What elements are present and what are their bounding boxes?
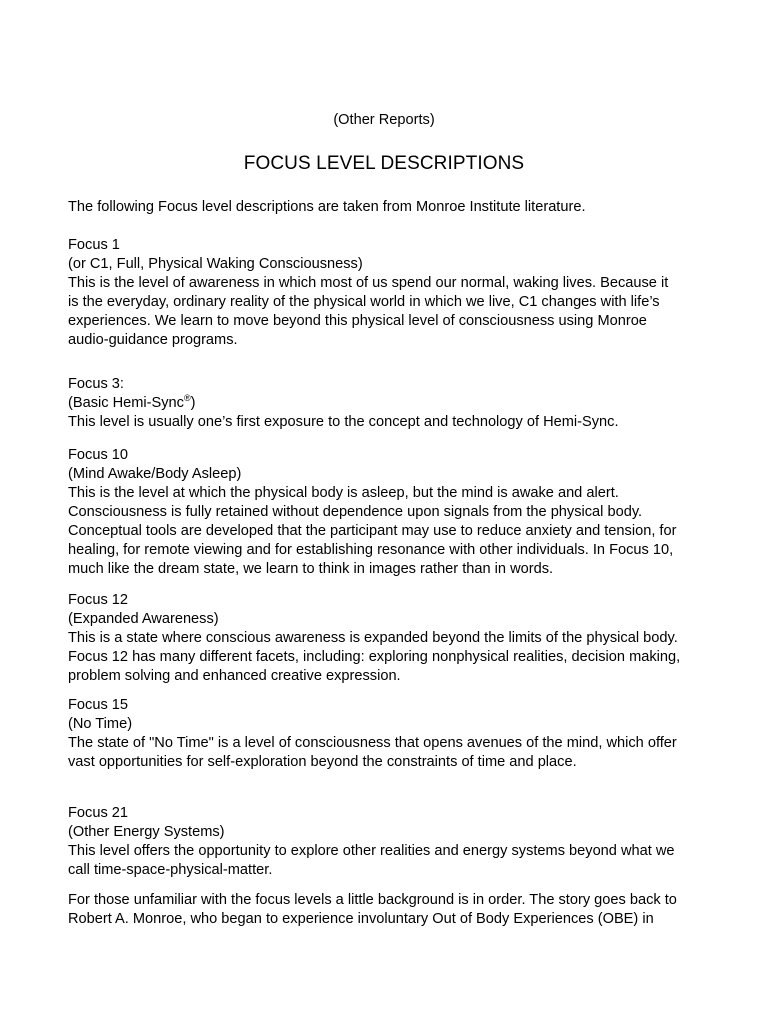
body-line: is the everyday, ordinary reality of the physical world in which we live, C1 changes with life’s: [68, 294, 660, 310]
body-line: much like the dream state, we learn to think in images rather than in words.: [68, 561, 554, 577]
body-line: Consciousness is fully retained without dependence upon signals from the physical body.: [68, 504, 643, 520]
section-subtitle: (Expanded Awareness): [68, 611, 219, 627]
section-focus-1: [68, 236, 708, 350]
section-focus-21: [68, 804, 708, 880]
body-line: For those unfamiliar with the focus levels a little background is in order. The story goes back to: [68, 892, 677, 908]
body-line: This is the level at which the physical body is asleep, but the mind is awake and alert.: [68, 485, 619, 501]
intro-paragraph: [68, 198, 708, 217]
body-line: problem solving and enhanced creative expression.: [68, 668, 401, 684]
section-subtitle: (or C1, Full, Physical Waking Consciousness): [68, 256, 363, 272]
body-line: This is the level of awareness in which most of us spend our normal, waking lives. Because it: [68, 275, 669, 291]
body-line: This is a state where conscious awareness is expanded beyond the limits of the physical body.: [68, 630, 678, 646]
section-subtitle: [68, 394, 708, 413]
body-line: Focus 12 has many different facets, including: exploring nonphysical realities, decision making,: [68, 649, 681, 665]
section-heading: Focus 1: [68, 237, 120, 253]
section-heading: Focus 15: [68, 697, 129, 713]
body-line: audio-guidance programs.: [68, 332, 238, 348]
body-line: healing, for remote viewing and for establishing resonance with other individuals. In Focus 10,: [68, 542, 674, 558]
section-focus-3: [68, 375, 708, 432]
body-line: experiences. We learn to move beyond this physical level of consciousness using Monroe: [68, 313, 647, 329]
page-title: FOCUS LEVEL DESCRIPTIONS: [243, 153, 525, 174]
section-subtitle: (No Time): [68, 716, 133, 732]
section-focus-12: [68, 591, 708, 686]
body-line: This level offers the opportunity to explore other realities and energy systems beyond what we: [68, 843, 675, 859]
body-line: Conceptual tools are developed that the participant may use to reduce anxiety and tension, for: [68, 523, 677, 539]
closing-paragraph: [68, 891, 708, 929]
section-heading: Focus 12: [68, 592, 129, 608]
section-focus-15: [68, 696, 708, 772]
intro-text: The following Focus level descriptions are taken from Monroe Institute literature.: [68, 199, 586, 215]
body-line: The state of "No Time" is a level of consciousness that opens avenues of the mind, which offer: [68, 735, 677, 751]
body-line: call time-space-physical-matter.: [68, 862, 273, 878]
section-heading: Focus 21: [68, 805, 129, 821]
section-subtitle: (Mind Awake/Body Asleep): [68, 466, 242, 482]
section-heading: Focus 10: [68, 447, 129, 463]
body-line: Robert A. Monroe, who began to experience involuntary Out of Body Experiences (OBE) in: [68, 911, 654, 927]
registered-mark: ®: [183, 393, 191, 404]
subtitle-suffix: ): [190, 395, 196, 411]
subtitle-prefix: (Basic Hemi-Sync: [68, 395, 184, 411]
section-heading: Focus 3:: [68, 376, 124, 392]
section-focus-10: [68, 446, 708, 579]
section-subtitle: (Other Energy Systems): [68, 824, 225, 840]
body-line: vast opportunities for self-exploration beyond the constraints of time and place.: [68, 754, 577, 770]
header-note: (Other Reports): [333, 112, 435, 128]
body-line: This level is usually one’s first exposure to the concept and technology of Hemi-Sync.: [68, 414, 619, 430]
